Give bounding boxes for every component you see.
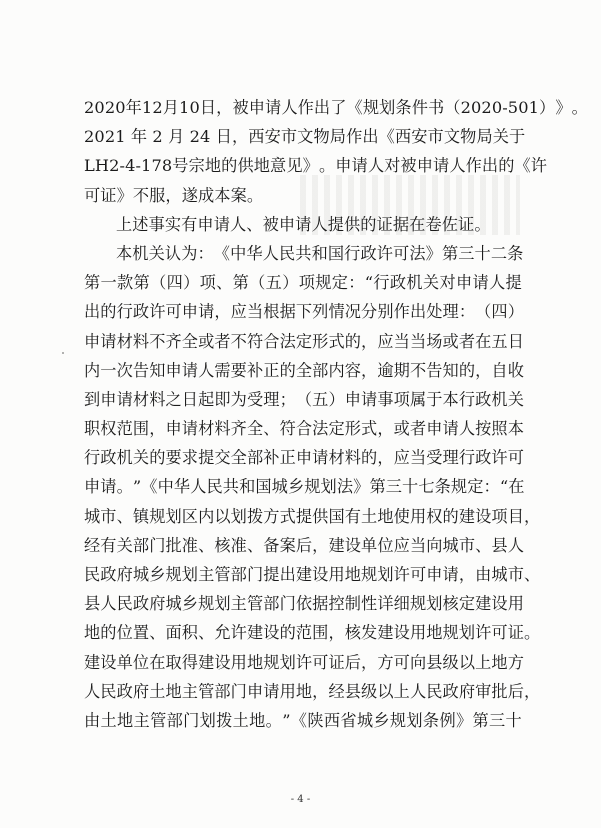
text-line: 出 的 行 政 许 可 申 请 ， 应 当 根 据 下 列 情 况 分 别 作 出 处 理 ： （ 四 ）: [84, 302, 525, 322]
text-line: 人 民 政 府 土 地 主 管 部 门 申 请 用 地 ， 经 县 级 以 上 人 民 政 府 审 批 后 ，: [84, 681, 541, 701]
page-number: - 4 -: [290, 794, 311, 805]
text-line: 县 人 民 政 府 城 乡 规 划 主 管 部 门 依 据 控 制 性 详 细 规 划 核 定 建 设 用: [84, 594, 525, 614]
text-line: 经 有 关 部 门 批 准 、 核 准 、 备 案 后 ， 建 设 单 位 应 当 向 城 市 、 县 人: [84, 535, 525, 555]
text-line: 可证》不服，遂成本案。: [84, 185, 264, 205]
text-line: 申 请 。 ” 《 中 华 人 民 共 和 国 城 乡 规 划 法 》 第 三 十 七 条 规 定 ： “ 在: [84, 477, 525, 497]
text-line: 上述事实有申请人、被申请人提供的证据在卷佐证。: [116, 214, 491, 234]
text-line: 建 设 单 位 在 取 得 建 设 用 地 规 划 许 可 证 后 ， 方 可 向 县 级 以 上 地 方: [84, 652, 525, 672]
body-text: [84, 93, 588, 735]
scan-speck: [62, 352, 64, 354]
text-line: 由 土 地 主 管 部 门 划 拨 土 地 。 ” 《 陕 西 省 城 乡 规 划 条 例 》 第 三 十: [84, 710, 522, 730]
text-line: 行 政 机 关 的 要 求 提 交 全 部 补 正 申 请 材 料 的 ， 应 当 受 理 行 政 许 可: [84, 448, 525, 468]
text-line: L H 2 - 4 - 1 7 8 号 宗 地 的 供 地 意 见 》 。 申 请 人 对 被 申 请 人 作 出 的 《 许: [84, 156, 548, 176]
text-line: 城 市 、 镇 规 划 区 内 以 划 拨 方 式 提 供 国 有 土 地 使 用 权 的 建 设 项 目 ，: [84, 506, 541, 526]
text-line: 民 政 府 城 乡 规 划 主 管 部 门 提 出 建 设 用 地 规 划 许 可 申 请 ， 由 城 市 、: [84, 565, 541, 584]
text-line: 本 机 关 认 为 ： 《 中 华 人 民 共 和 国 行 政 许 可 法 》 第 三 十 二 条: [116, 243, 524, 263]
text-line: 2 0 2 1 年 2 月 2 4 日 ， 西 安 市 文 物 局 作 出 《 西 安 市 文 物 局 关 于: [84, 127, 526, 147]
text-line: 地 的 位 置 、 面 积 、 允 许 建 设 的 范 围 ， 核 发 建 设 用 地 规 划 许 可 证 。: [84, 623, 541, 643]
text-line: 第 一 款 第 （ 四 ） 项 、 第 （ 五 ） 项 规 定 ： “ 行 政 机 关 对 申 请 人 提: [84, 273, 522, 293]
text-line: 内 一 次 告 知 申 请 人 需 要 补 正 的 全 部 内 容 ， 逾 期 不 告 知 的 ， 自 收: [84, 360, 525, 380]
text-line: 到 申 请 材 料 之 日 起 即 为 受 理 ； （ 五 ） 申 请 事 项 属 于 本 行 政 机 关: [84, 389, 525, 409]
text-line: 2 0 2 0 年 1 2 月 1 0 日 ， 被 申 请 人 作 出 了 《 规 划 条 件 书 （ 2 0 2 0 - 5 0 1 ） 》 。: [84, 98, 588, 117]
text-line: 申 请 材 料 不 齐 全 或 者 不 符 合 法 定 形 式 的 ， 应 当 当 场 或 者 在 五 日: [84, 331, 525, 351]
text-line: 职 权 范 围 ， 申 请 材 料 齐 全 、 符 合 法 定 形 式 ， 或 者 申 请 人 按 照 本: [84, 419, 525, 439]
